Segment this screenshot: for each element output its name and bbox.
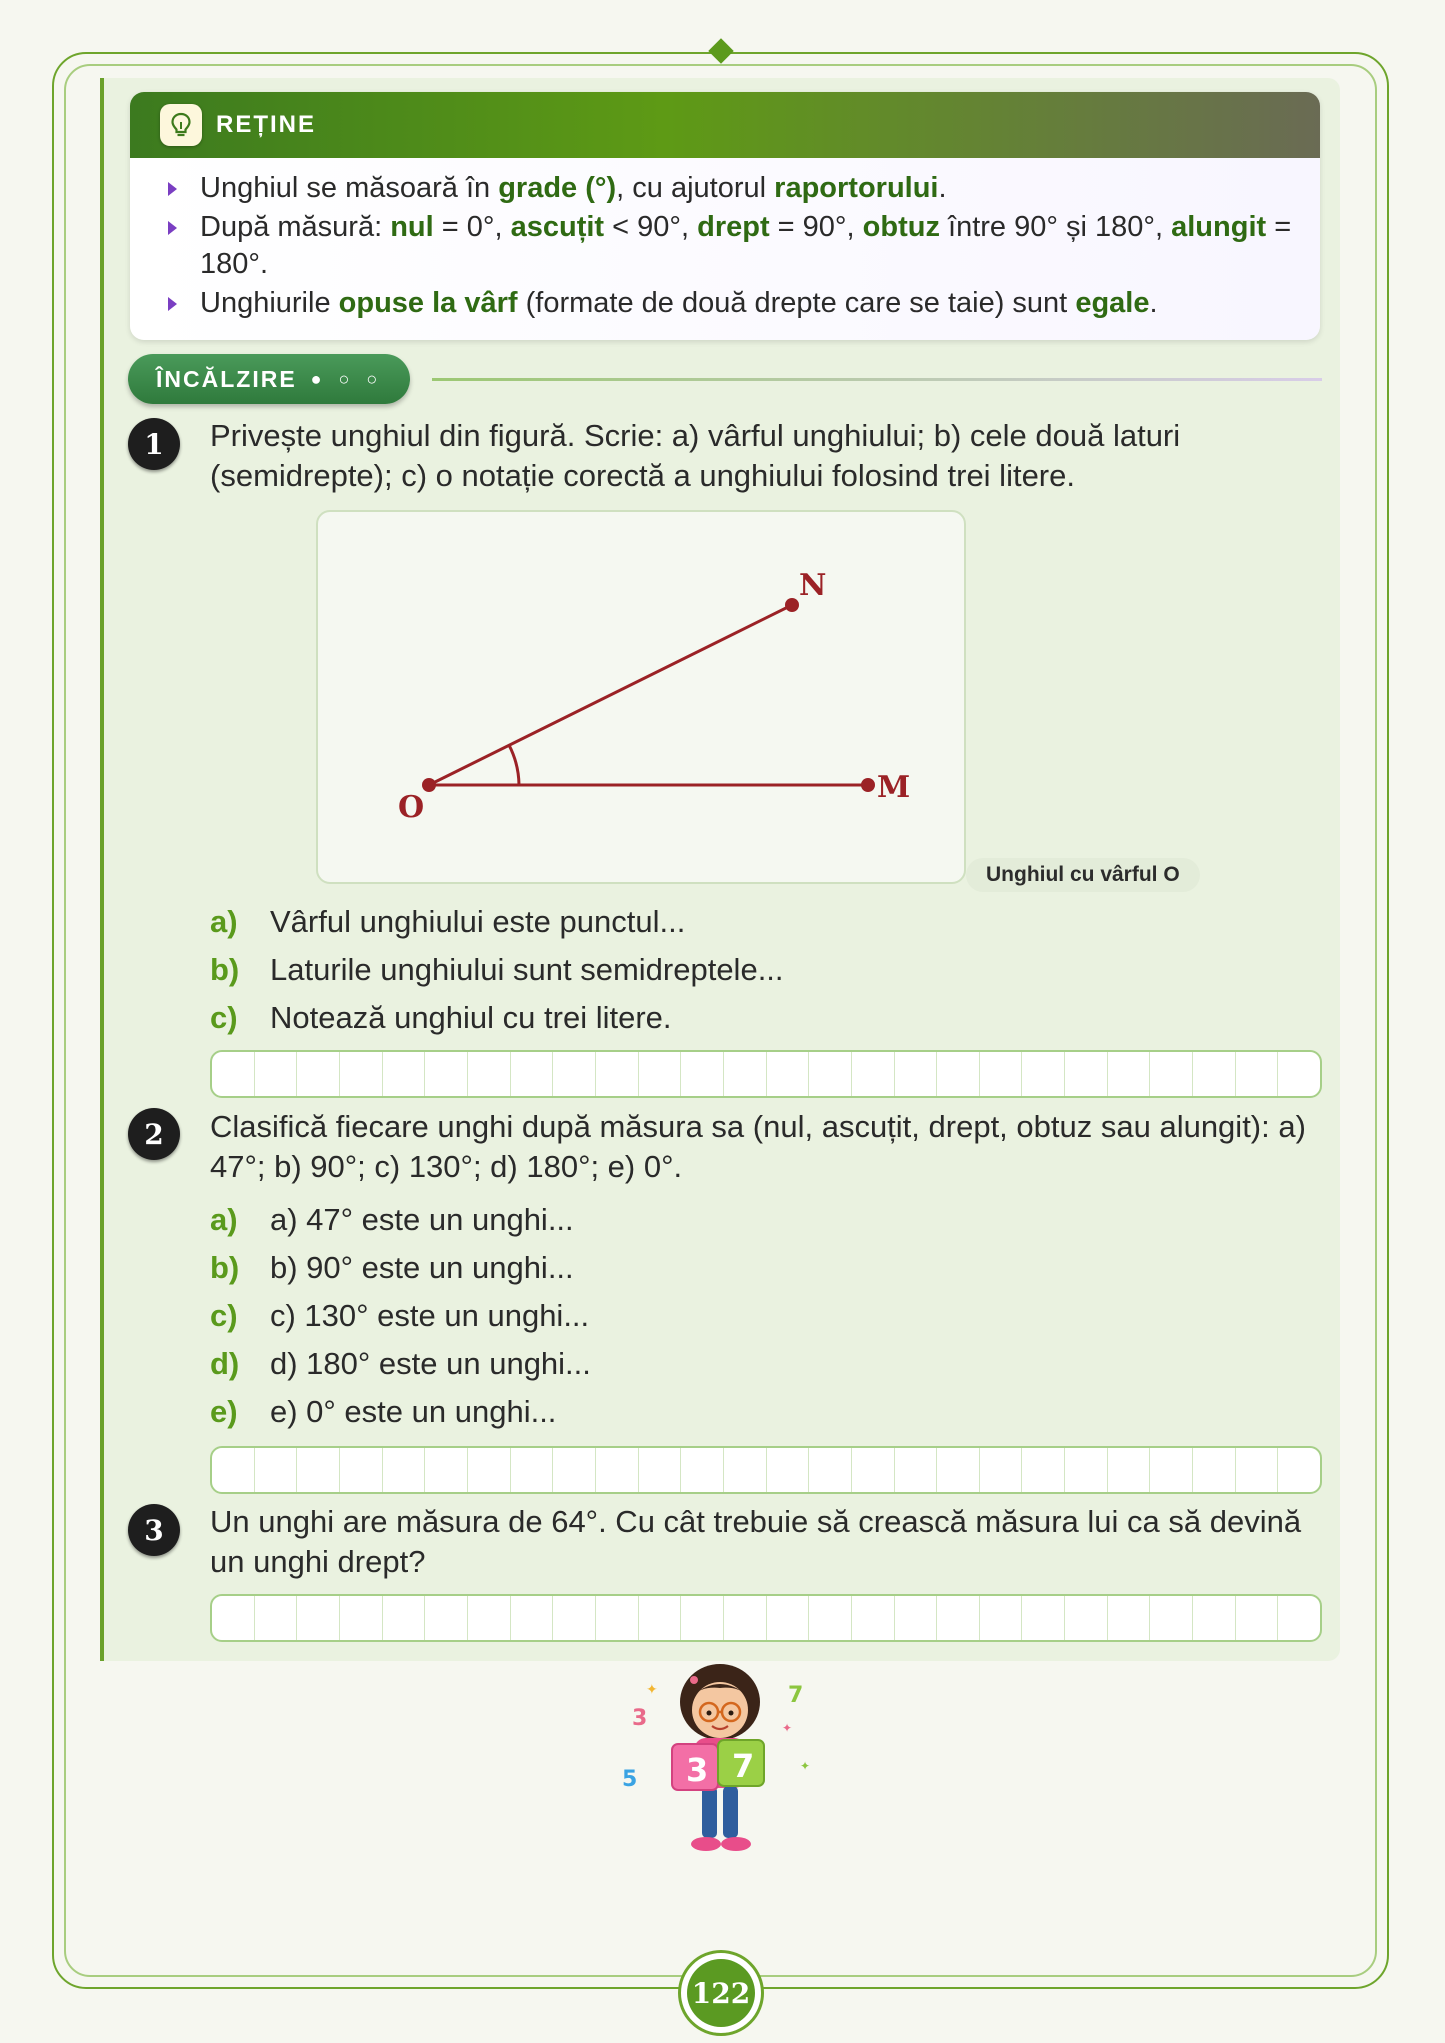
grid-cell[interactable] bbox=[980, 1052, 1023, 1096]
exercise-item bbox=[210, 994, 784, 1042]
exercise-3-prompt: Un unghi are măsura de 64°. Cu cât trebuie să crească măsura lui ca să devină un unghi drept? bbox=[210, 1504, 1302, 1579]
item-letter: b) bbox=[210, 952, 240, 987]
grid-cell[interactable] bbox=[212, 1448, 255, 1492]
grid-cell[interactable] bbox=[852, 1596, 895, 1640]
grid-cell[interactable] bbox=[1236, 1448, 1279, 1492]
grid-cell[interactable] bbox=[895, 1052, 938, 1096]
cube-number-right: 7 bbox=[732, 1747, 755, 1785]
retine-text: < 90°, bbox=[604, 211, 698, 243]
item-letter: c) bbox=[210, 1298, 238, 1333]
grid-cell[interactable] bbox=[895, 1448, 938, 1492]
exercise-item bbox=[210, 1292, 591, 1340]
exercise-item bbox=[210, 1244, 591, 1292]
exercise-item bbox=[210, 1196, 591, 1244]
grid-cell[interactable] bbox=[425, 1448, 468, 1492]
bullet-triangle-icon bbox=[168, 221, 177, 235]
grid-cell[interactable] bbox=[681, 1448, 724, 1492]
section-progress-dots: ● ○ ○ bbox=[310, 368, 384, 389]
answer-grid-1[interactable] bbox=[210, 1050, 1322, 1098]
grid-cell[interactable] bbox=[553, 1052, 596, 1096]
item-text: e) 0° este un unghi... bbox=[270, 1394, 557, 1429]
retine-box bbox=[130, 92, 1320, 340]
grid-cell[interactable] bbox=[724, 1596, 767, 1640]
grid-cell[interactable] bbox=[937, 1448, 980, 1492]
grid-cell[interactable] bbox=[255, 1052, 298, 1096]
retine-keyword: obtuz bbox=[862, 211, 940, 243]
bullet-triangle-icon bbox=[168, 182, 177, 196]
retine-text: = 90°, bbox=[769, 211, 863, 243]
exercise-item bbox=[210, 1340, 591, 1388]
exercise-2-items bbox=[210, 1196, 591, 1436]
retine-list bbox=[130, 158, 1320, 322]
retine-item bbox=[168, 209, 1320, 283]
sparkle-icon: ✦ bbox=[782, 1721, 793, 1735]
retine-keyword: nul bbox=[390, 211, 434, 243]
retine-keyword: opuse la vârf bbox=[338, 287, 518, 319]
grid-cell[interactable] bbox=[1065, 1052, 1108, 1096]
grid-cell[interactable] bbox=[1193, 1596, 1236, 1640]
item-letter: a) bbox=[210, 1202, 238, 1237]
grid-cell[interactable] bbox=[852, 1448, 895, 1492]
grid-cell[interactable] bbox=[297, 1448, 340, 1492]
item-text: a) 47° este un unghi... bbox=[270, 1202, 574, 1237]
grid-cell[interactable] bbox=[639, 1448, 682, 1492]
sparkle-icon: ✦ bbox=[800, 1759, 811, 1773]
grid-cell[interactable] bbox=[340, 1052, 383, 1096]
grid-cell[interactable] bbox=[1022, 1052, 1065, 1096]
retine-keyword: raportorului bbox=[774, 172, 939, 204]
exercise-1-badge: 1 bbox=[128, 418, 180, 470]
sparkle-icon: ✦ bbox=[646, 1681, 658, 1697]
retine-item bbox=[168, 170, 1320, 207]
cube-number-left: 3 bbox=[686, 1751, 709, 1789]
grid-cell[interactable] bbox=[639, 1596, 682, 1640]
retine-keyword: grade (°) bbox=[498, 172, 617, 204]
section-pill bbox=[128, 354, 410, 404]
retine-text: = 180°. bbox=[200, 211, 1292, 280]
grid-cell[interactable] bbox=[767, 1448, 810, 1492]
section-divider bbox=[432, 378, 1322, 381]
grid-cell[interactable] bbox=[1150, 1052, 1193, 1096]
grid-cell[interactable] bbox=[1065, 1596, 1108, 1640]
exercise-3-badge: 3 bbox=[128, 1504, 180, 1556]
retine-title: REȚINE bbox=[216, 111, 317, 138]
lightbulb-icon bbox=[160, 104, 202, 146]
grid-cell[interactable] bbox=[383, 1448, 426, 1492]
grid-cell[interactable] bbox=[468, 1596, 511, 1640]
exercise-2-badge: 2 bbox=[128, 1108, 180, 1160]
retine-keyword: drept bbox=[697, 211, 770, 243]
retine-keyword: ascuțit bbox=[510, 211, 605, 243]
retine-text: . bbox=[1149, 287, 1158, 319]
retine-text: = 0°, bbox=[433, 211, 511, 243]
grid-cell[interactable] bbox=[596, 1448, 639, 1492]
grid-cell[interactable] bbox=[1236, 1596, 1279, 1640]
retine-text: (formate de două drepte care se taie) sunt bbox=[517, 287, 1076, 319]
retine-text: Unghiurile bbox=[200, 287, 339, 319]
grid-cell[interactable] bbox=[1108, 1052, 1151, 1096]
answer-grid-3[interactable] bbox=[210, 1594, 1322, 1642]
left-accent-bar bbox=[100, 78, 104, 1661]
page-number-badge bbox=[678, 1950, 764, 2036]
grid-cell[interactable] bbox=[1236, 1052, 1279, 1096]
bullet-triangle-icon bbox=[168, 297, 177, 311]
grid-cell[interactable] bbox=[553, 1448, 596, 1492]
grid-cell[interactable] bbox=[980, 1448, 1023, 1492]
item-letter: c) bbox=[210, 1000, 238, 1035]
grid-cell[interactable] bbox=[1065, 1448, 1108, 1492]
grid-cell[interactable] bbox=[1278, 1596, 1320, 1640]
answer-grid-2[interactable] bbox=[210, 1446, 1322, 1494]
grid-cell[interactable] bbox=[681, 1052, 724, 1096]
grid-cell[interactable] bbox=[297, 1596, 340, 1640]
point-n bbox=[785, 598, 799, 612]
grid-cell[interactable] bbox=[340, 1448, 383, 1492]
item-text: c) 130° este un unghi... bbox=[270, 1298, 590, 1333]
grid-cell[interactable] bbox=[511, 1052, 554, 1096]
label-o: O bbox=[398, 790, 425, 825]
grid-cell[interactable] bbox=[596, 1052, 639, 1096]
grid-cell[interactable] bbox=[895, 1596, 938, 1640]
grid-cell[interactable] bbox=[1022, 1448, 1065, 1492]
grid-cell[interactable] bbox=[767, 1596, 810, 1640]
grid-cell[interactable] bbox=[937, 1052, 980, 1096]
grid-cell[interactable] bbox=[596, 1596, 639, 1640]
grid-cell[interactable] bbox=[724, 1448, 767, 1492]
item-letter: e) bbox=[210, 1394, 238, 1429]
grid-cell[interactable] bbox=[553, 1596, 596, 1640]
grid-cell[interactable] bbox=[255, 1596, 298, 1640]
grid-cell[interactable] bbox=[511, 1448, 554, 1492]
angle-arc bbox=[509, 745, 519, 785]
item-text: d) 180° este un unghi... bbox=[270, 1346, 591, 1381]
grid-cell[interactable] bbox=[255, 1448, 298, 1492]
retine-item bbox=[168, 285, 1320, 322]
grid-cell[interactable] bbox=[383, 1052, 426, 1096]
girl-holding-number-cubes-illustration bbox=[610, 1652, 830, 1882]
grid-cell[interactable] bbox=[809, 1052, 852, 1096]
grid-cell[interactable] bbox=[1278, 1052, 1320, 1096]
retine-text: După măsură: bbox=[200, 211, 391, 243]
grid-cell[interactable] bbox=[1278, 1448, 1320, 1492]
grid-cell[interactable] bbox=[468, 1448, 511, 1492]
retine-text: între 90° și 180°, bbox=[939, 211, 1172, 243]
grid-cell[interactable] bbox=[809, 1596, 852, 1640]
label-n: N bbox=[799, 568, 827, 603]
grid-cell[interactable] bbox=[809, 1448, 852, 1492]
retine-keyword: alungit bbox=[1171, 211, 1267, 243]
grid-cell[interactable] bbox=[1108, 1448, 1151, 1492]
label-m: M bbox=[877, 770, 911, 805]
page-number: 122 bbox=[687, 1959, 755, 2027]
grid-cell[interactable] bbox=[724, 1052, 767, 1096]
grid-cell[interactable] bbox=[212, 1596, 255, 1640]
grid-cell[interactable] bbox=[1108, 1596, 1151, 1640]
grid-cell[interactable] bbox=[980, 1596, 1023, 1640]
item-letter: a) bbox=[210, 904, 238, 939]
exercise-1-items bbox=[210, 898, 784, 1042]
grid-cell[interactable] bbox=[425, 1596, 468, 1640]
point-m bbox=[861, 778, 875, 792]
figure-caption: Unghiul cu vârful O bbox=[966, 858, 1200, 892]
grid-cell[interactable] bbox=[297, 1052, 340, 1096]
section-label: ÎNCĂLZIRE bbox=[156, 365, 297, 392]
grid-cell[interactable] bbox=[639, 1052, 682, 1096]
exercise-item bbox=[210, 946, 784, 994]
retine-text: Unghiul se măsoară în bbox=[200, 172, 499, 204]
item-text: Laturile unghiului sunt semidreptele... bbox=[270, 952, 784, 987]
grid-cell[interactable] bbox=[852, 1052, 895, 1096]
exercise-item bbox=[210, 898, 784, 946]
grid-cell[interactable] bbox=[937, 1596, 980, 1640]
angle-diagram bbox=[318, 512, 964, 882]
floating-number: 5 bbox=[622, 1767, 638, 1792]
grid-cell[interactable] bbox=[1150, 1596, 1193, 1640]
item-letter: b) bbox=[210, 1250, 240, 1285]
floating-number: 3 bbox=[632, 1706, 648, 1731]
item-text: Notează unghiul cu trei litere. bbox=[270, 1000, 672, 1035]
exercise-item bbox=[210, 1388, 591, 1436]
exercise-1-prompt: Privește unghiul din figură. Scrie: a) vârful unghiului; b) cele două laturi (semidrepte); c) o notație corectă a unghiului folosind trei litere. bbox=[210, 418, 1181, 493]
grid-cell[interactable] bbox=[1150, 1448, 1193, 1492]
grid-cell[interactable] bbox=[425, 1052, 468, 1096]
grid-cell[interactable] bbox=[1193, 1052, 1236, 1096]
retine-header bbox=[130, 92, 1320, 158]
angle-figure bbox=[316, 510, 966, 884]
item-text: Vârful unghiului este punctul... bbox=[270, 904, 686, 939]
retine-text: . bbox=[938, 172, 947, 204]
retine-text: , cu ajutorul bbox=[616, 172, 775, 204]
grid-cell[interactable] bbox=[383, 1596, 426, 1640]
grid-cell[interactable] bbox=[1193, 1448, 1236, 1492]
floating-number: 7 bbox=[788, 1683, 804, 1708]
item-text: b) 90° este un unghi... bbox=[270, 1250, 574, 1285]
grid-cell[interactable] bbox=[340, 1596, 383, 1640]
grid-cell[interactable] bbox=[212, 1052, 255, 1096]
retine-keyword: egale bbox=[1075, 287, 1150, 319]
grid-cell[interactable] bbox=[1022, 1596, 1065, 1640]
item-letter: d) bbox=[210, 1346, 240, 1381]
grid-cell[interactable] bbox=[681, 1596, 724, 1640]
ray-on bbox=[429, 605, 792, 785]
grid-cell[interactable] bbox=[767, 1052, 810, 1096]
grid-cell[interactable] bbox=[468, 1052, 511, 1096]
exercise-2-prompt: Clasifică fiecare unghi după măsura sa (nul, ascuțit, drept, obtuz sau alungit): a) 47°; b) 90°; c) 130°; d) 180°; e) 0°. bbox=[210, 1109, 1306, 1184]
grid-cell[interactable] bbox=[511, 1596, 554, 1640]
